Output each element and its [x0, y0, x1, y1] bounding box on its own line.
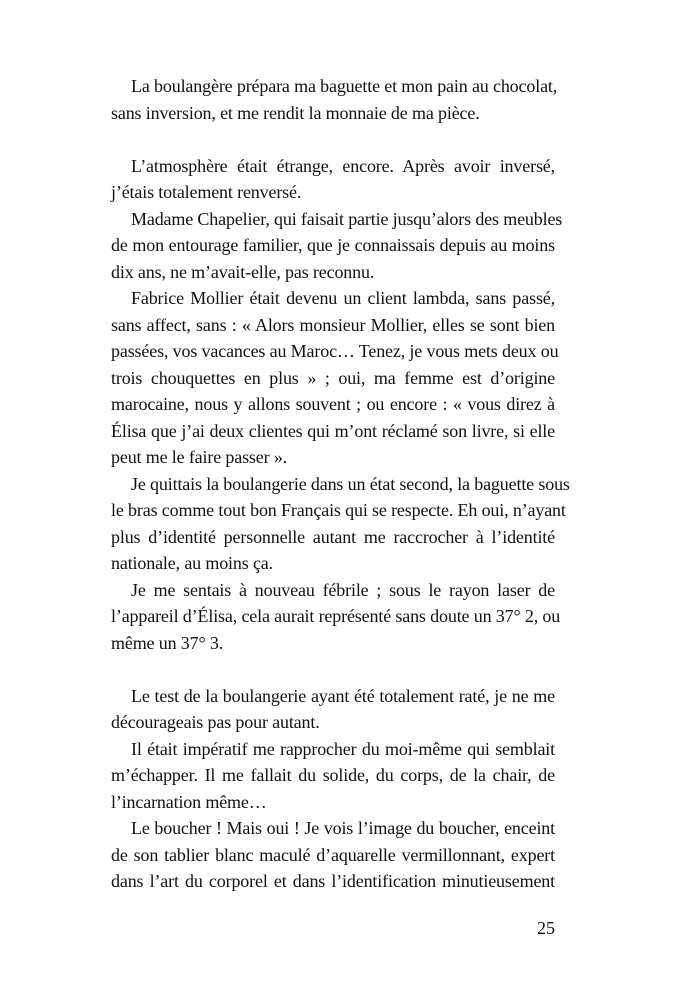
text-line: nationale, au moins ça. [111, 553, 273, 573]
text-line: Je me sentais à nouveau fébrile ; sous le rayon laser de [131, 579, 555, 600]
text-line: j’étais totalement renversé. [111, 182, 302, 202]
text-line: passées, vos vacances au Maroc… Tenez, je vous mets deux ou [111, 341, 559, 361]
text-line: l’incarnation même… [111, 791, 267, 812]
text-line: trois chouquettes en plus » ; oui, ma femme est d’origine [111, 367, 555, 388]
page-number: 25 [537, 918, 555, 938]
paragraph-spacer [111, 126, 555, 153]
text-line: Fabrice Mollier était devenu un client lambda, sans passé, [131, 288, 555, 308]
text-line: de son tablier blanc maculé d’aquarelle vermillonnant, expert [111, 844, 555, 865]
text-line: La boulangère prépara ma baguette et mon pain au chocolat, [131, 76, 558, 96]
paragraph [111, 736, 555, 816]
text-line: dans l’art du corporel et dans l’identification minutieusement [111, 871, 555, 891]
text-line: Madame Chapelier, qui faisait partie jusqu’alors des meubles [131, 208, 563, 229]
text-line: dix ans, ne m’avait-elle, pas reconnu. [111, 261, 375, 282]
paragraph [111, 471, 570, 577]
text-line: l’appareil d’Élisa, cela aurait représenté sans doute un 37° 2, ou [111, 606, 561, 626]
paragraph [111, 683, 555, 736]
paragraph [111, 815, 555, 895]
text-line: décourageais pas pour autant. [111, 712, 320, 732]
text-line: sans affect, sans : « Alors monsieur Mollier, elles se sont bien [111, 314, 555, 335]
text-line: plus d’identité personnelle autant me raccrocher à l’identité [111, 526, 555, 547]
text-line: le bras comme tout bon Français qui se respecte. Eh oui, n’ayant [111, 500, 566, 520]
text-line: Élisa que j’ai deux clientes qui m’ont réclamé son livre, si elle [111, 420, 555, 441]
text-line: m’échapper. Il me fallait du solide, du corps, de la chair, de [111, 765, 555, 785]
text-line: Je quittais la boulangerie dans un état second, la baguette sous [131, 473, 570, 494]
paragraph [111, 577, 561, 657]
text-line: sans inversion, et me rendit la monnaie de ma pièce. [111, 102, 480, 123]
text-line: Il était impératif me rapprocher du moi-même qui semblait [131, 738, 555, 759]
paragraph [111, 153, 555, 206]
text-line: L’atmosphère était étrange, encore. Après avoir inversé, [131, 155, 555, 176]
text-line: Le boucher ! Mais oui ! Je vois l’image du boucher, enceint [131, 818, 555, 838]
paragraph [111, 73, 558, 126]
text-line: marocaine, nous y allons souvent ; ou encore : « vous direz à [111, 394, 555, 414]
paragraph [111, 206, 563, 286]
page-body-text [111, 73, 570, 895]
text-line: Le test de la boulangerie ayant été totalement raté, je ne me [131, 685, 555, 706]
text-line: même un 37° 3. [111, 632, 224, 653]
paragraph-spacer [111, 656, 555, 683]
text-line: de mon entourage familier, que je connaissais depuis au moins [111, 235, 555, 255]
paragraph [111, 285, 559, 471]
text-line: peut me le faire passer ». [111, 447, 288, 467]
